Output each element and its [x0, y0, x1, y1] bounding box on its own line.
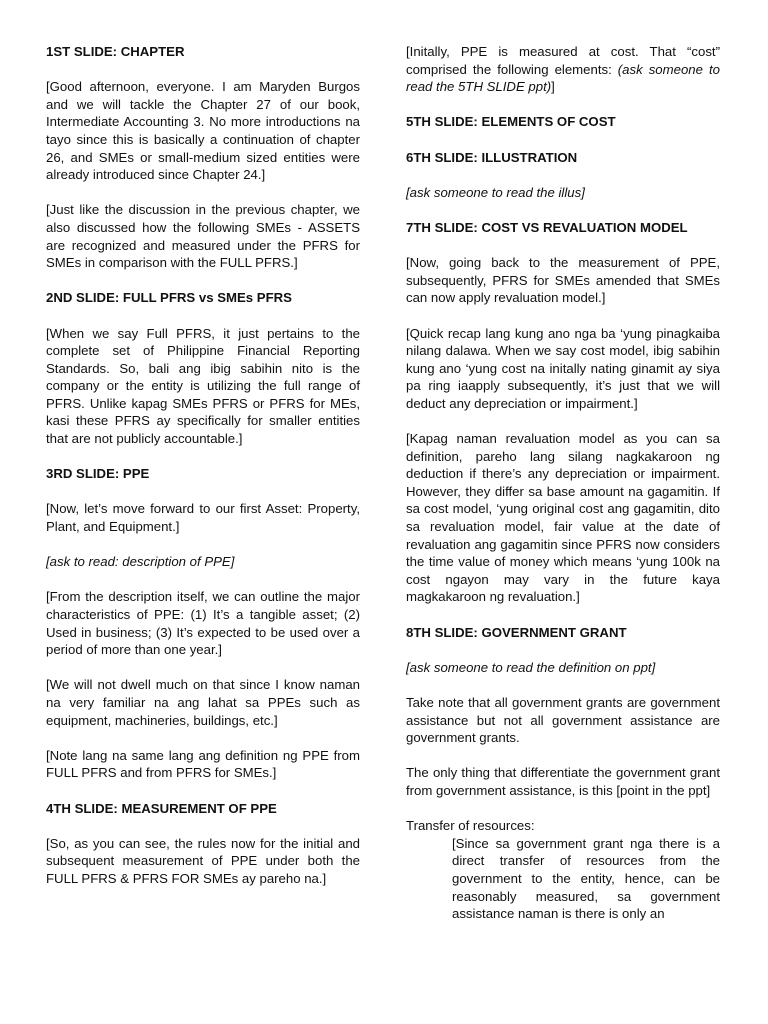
slide-8-note-paragraph: Take note that all government grants are government assistance but not all government assistance are government grants. [406, 694, 720, 746]
slide-3-familiar-paragraph: [We will not dwell much on that since I know naman na very familiar na ang lahat sa PPEs such as equipment, machineries, buildings, etc.] [46, 677, 360, 728]
slide-6-heading: 6TH SLIDE: ILLUSTRATION [406, 149, 578, 165]
slide-8-differentiate-paragraph: The only thing that differentiate the government grant from government assistance, is this [point in the ppt] [406, 765, 720, 798]
slide-4-heading: 4TH SLIDE: MEASUREMENT OF PPE [46, 800, 277, 816]
slide-7-measurement-paragraph: [Now, going back to the measurement of PPE, subsequently, PFRS for SMEs amended that SMEs can now apply revaluation model.] [406, 255, 720, 306]
slide-8-instruction: [ask someone to read the definition on ppt] [406, 659, 656, 675]
slide-8-transfer-label: Transfer of resources: [406, 818, 535, 834]
slide-3-note-paragraph: [Note lang na same lang ang definition ng PPE from FULL PFRS and from PFRS for SMEs.] [46, 747, 360, 781]
slide-4-cost-paragraph [406, 43, 720, 96]
slide-4-paragraph: [So, as you can see, the rules now for the initial and subsequent measurement of PPE under both the FULL PFRS & PFRS FOR SMEs ay pareho na.] [46, 835, 360, 886]
slide-2-heading: 2ND SLIDE: FULL PFRS vs SMEs PFRS [46, 290, 292, 306]
cost-bracket: ] [551, 79, 555, 95]
slide-1-heading: 1ST SLIDE: CHAPTER [46, 44, 185, 59]
slide-1-context-paragraph: [Just like the discussion in the previous chapter, we also discussed how the following SMEs - ASSETS are recognized and measured under the PFRS for SMEs in comparison with the FULL PFRS.] [46, 202, 360, 271]
right-column [406, 43, 720, 923]
slide-3-transition-paragraph: [Now, let’s move forward to our first Asset: Property, Plant, and Equipment.] [46, 501, 360, 535]
slide-7-recap-paragraph: [Quick recap lang kung ano nga ba ‘yung pinagkaiba nilang dalawa. When we say cost model, ibig sabihin kung ano ‘yung cost na initally nating ginamit ay siya pa ring iaapply subsequently, it’s just that we will deduct any depreciation or impairment.] [406, 325, 720, 411]
left-column [46, 43, 360, 905]
slide-1-intro-paragraph: [Good afternoon, everyone. I am Maryden Burgos and we will tackle the Chapter 27 of our book, Intermediate Accounting 3. No more introductions na tayo since this is basically a continuation of chapter 26, and SMEs or small-medium sized entities were already introduced since Chapter 24.] [46, 79, 360, 183]
slide-3-instruction: [ask to read: description of PPE] [46, 554, 235, 570]
slide-7-revaluation-paragraph: [Kapag naman revaluation model as you can sa definition, pareho lang silang nagkakaroon ng deduction if there’s any depreciation or impairment. However, they differ sa base amount na gagamitin. If sa cost model, ‘yung original cost ang gagamitin, dito sa revaluation model, fair value at the date of revaluation ang gagamitin since PFRS now considers the time value of money which means ‘yung 100k na cost ngayon may vary in the future kaya magkakaroon ng revaluation.] [406, 431, 720, 605]
slide-8-transfer-paragraph: [Since sa government grant nga there is a direct transfer of resources from the government to the entity, hence, can be reasonably measured, sa government assistance naman is there is only an [452, 835, 720, 922]
slide-7-heading: 7TH SLIDE: COST VS REVALUATION MODEL [406, 219, 688, 235]
slide-3-heading: 3RD SLIDE: PPE [46, 466, 150, 482]
slide-5-heading: 5TH SLIDE: ELEMENTS OF COST [406, 114, 616, 130]
slide-2-paragraph: [When we say Full PFRS, it just pertains to the complete set of Philippine Financial Reporting Standards. So, bali ang ibig sabihin nito is the company or the entity is utilizing the full range of PFRS. Unlike kapag SMEs PFRS or PFRS for MEs, kasi these PFRS ay specifically for smaller entities that are not publicly accountable.] [46, 325, 360, 447]
slide-6-instruction: [ask someone to read the illus] [406, 184, 585, 200]
cost-instruction: (ask someone to read the 5TH SLIDE ppt) [406, 61, 720, 95]
cost-text: [Initally, PPE is measured at cost. That “cost” comprised the following elements: [406, 44, 720, 77]
slide-8-heading: 8TH SLIDE: GOVERNMENT GRANT [406, 624, 627, 640]
slide-3-characteristics-paragraph: [From the description itself, we can outline the major characteristics of PPE: (1) It’s a tangible asset; (2) Used in business; (3) It’s expected to be used over a period of more than one year.] [46, 589, 360, 658]
